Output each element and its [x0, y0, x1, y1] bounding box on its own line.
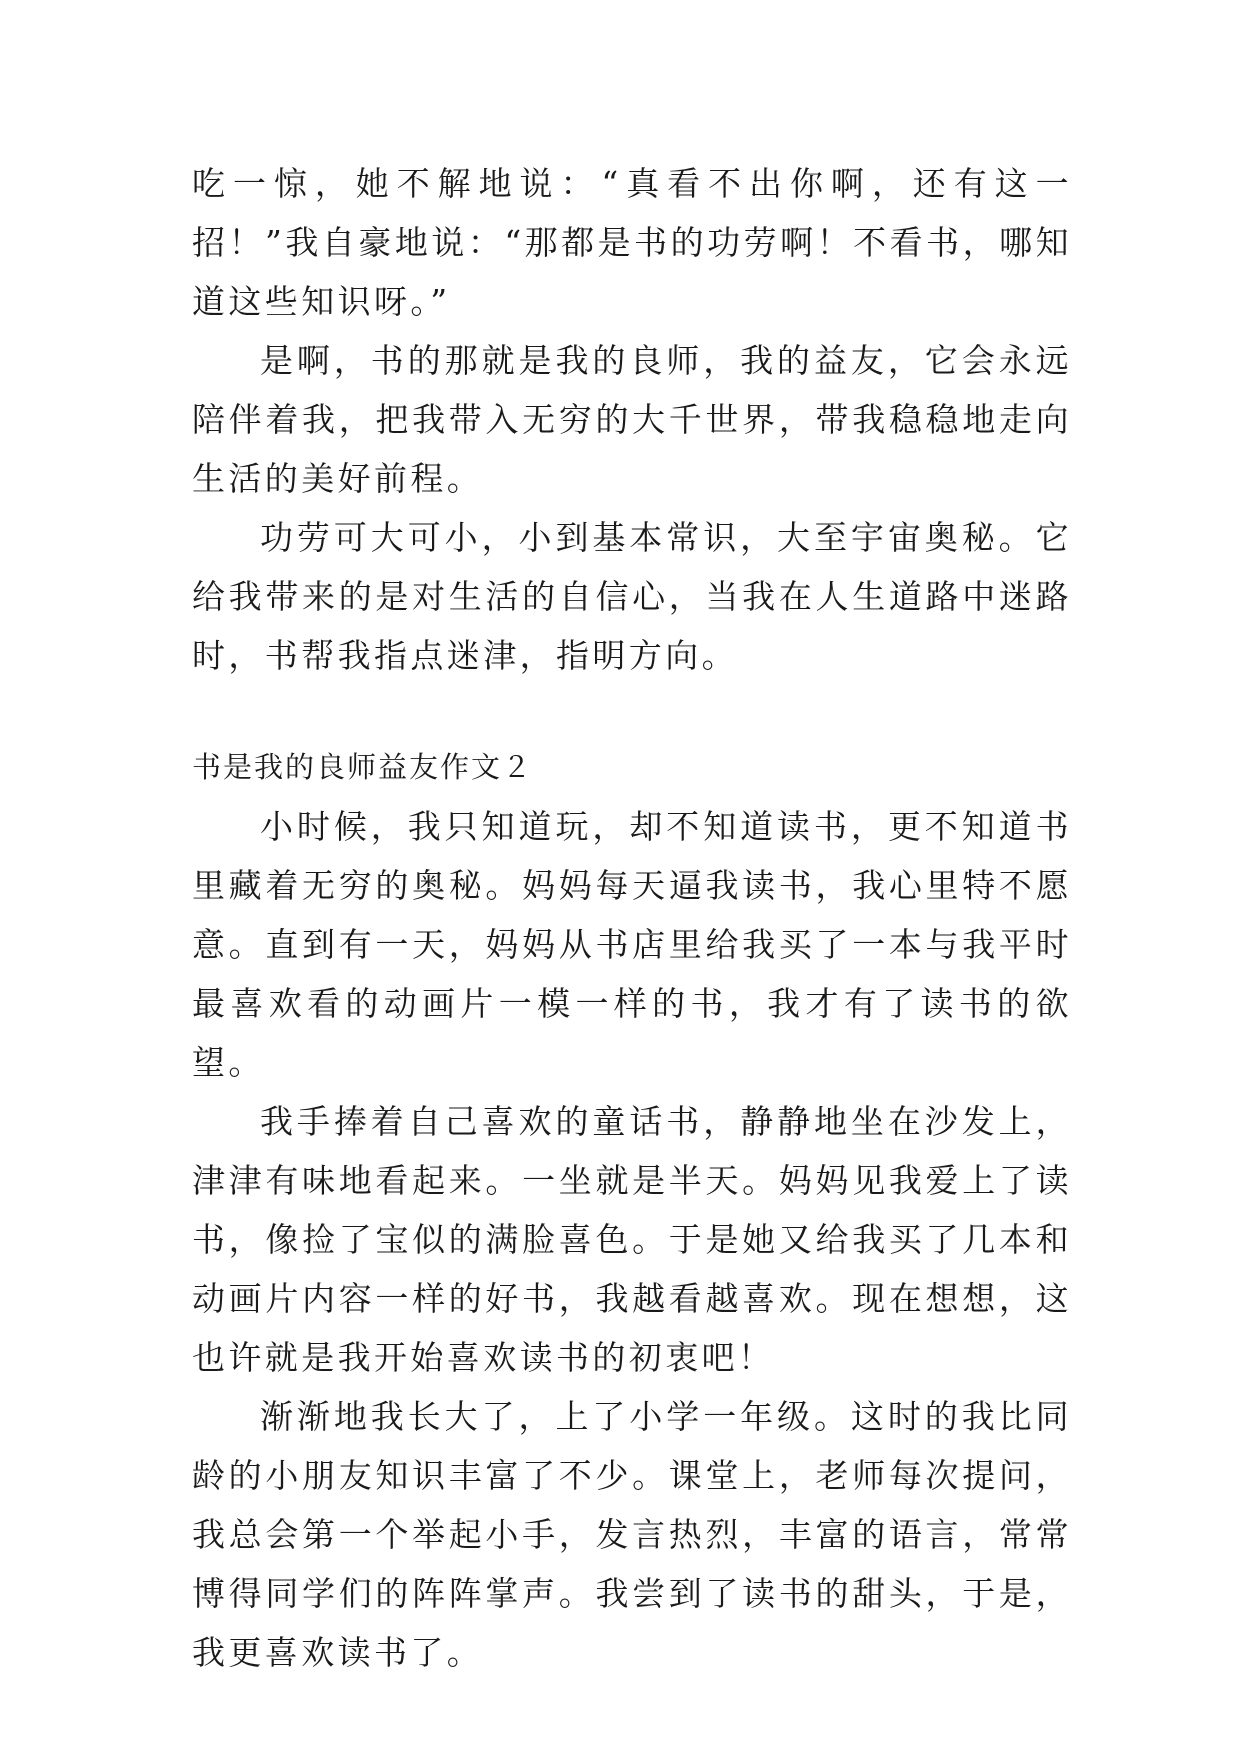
- paragraph: 是啊，书的那就是我的良师，我的益友，它会永远陪伴着我，把我带入无穷的大千世界，带我稳稳地走向生活的美好前程。: [192, 341, 1072, 498]
- paragraph: 小时候，我只知道玩，却不知道读书，更不知道书里藏着无穷的奥秘。妈妈每天逼我读书，我心里特不愿意。直到有一天，妈妈从书店里给我买了一本与我平时最喜欢看的动画片一模一样的书，我才有了读书的欲望。: [192, 807, 1072, 1082]
- section-heading: 书是我的良师益友作文２: [192, 750, 534, 784]
- document-page: [192, 154, 1072, 1682]
- paragraph: 功劳可大可小，小到基本常识，大至宇宙奥秘。它给我带来的是对生活的自信心，当我在人生道路中迷路时，书帮我指点迷津，指明方向。: [192, 518, 1072, 675]
- paragraph: 我手捧着自己喜欢的童话书，静静地坐在沙发上，津津有味地看起来。一坐就是半天。妈妈见我爱上了读书，像捡了宝似的满脸喜色。于是她又给我买了几本和动画片内容一样的好书，我越看越喜欢。现在想想，这也许就是我开始喜欢读书的初衷吧！: [192, 1102, 1072, 1377]
- paragraph: 吃一惊，她不解地说：“真看不出你啊，还有这一招！”我自豪地说：“那都是书的功劳啊！不看书，哪知道这些知识呀。”: [192, 164, 1072, 321]
- paragraph: 渐渐地我长大了，上了小学一年级。这时的我比同龄的小朋友知识丰富了不少。课堂上，老师每次提问，我总会第一个举起小手，发言热烈，丰富的语言，常常博得同学们的阵阵掌声。我尝到了读书的甜头，于是，我更喜欢读书了。: [192, 1397, 1072, 1672]
